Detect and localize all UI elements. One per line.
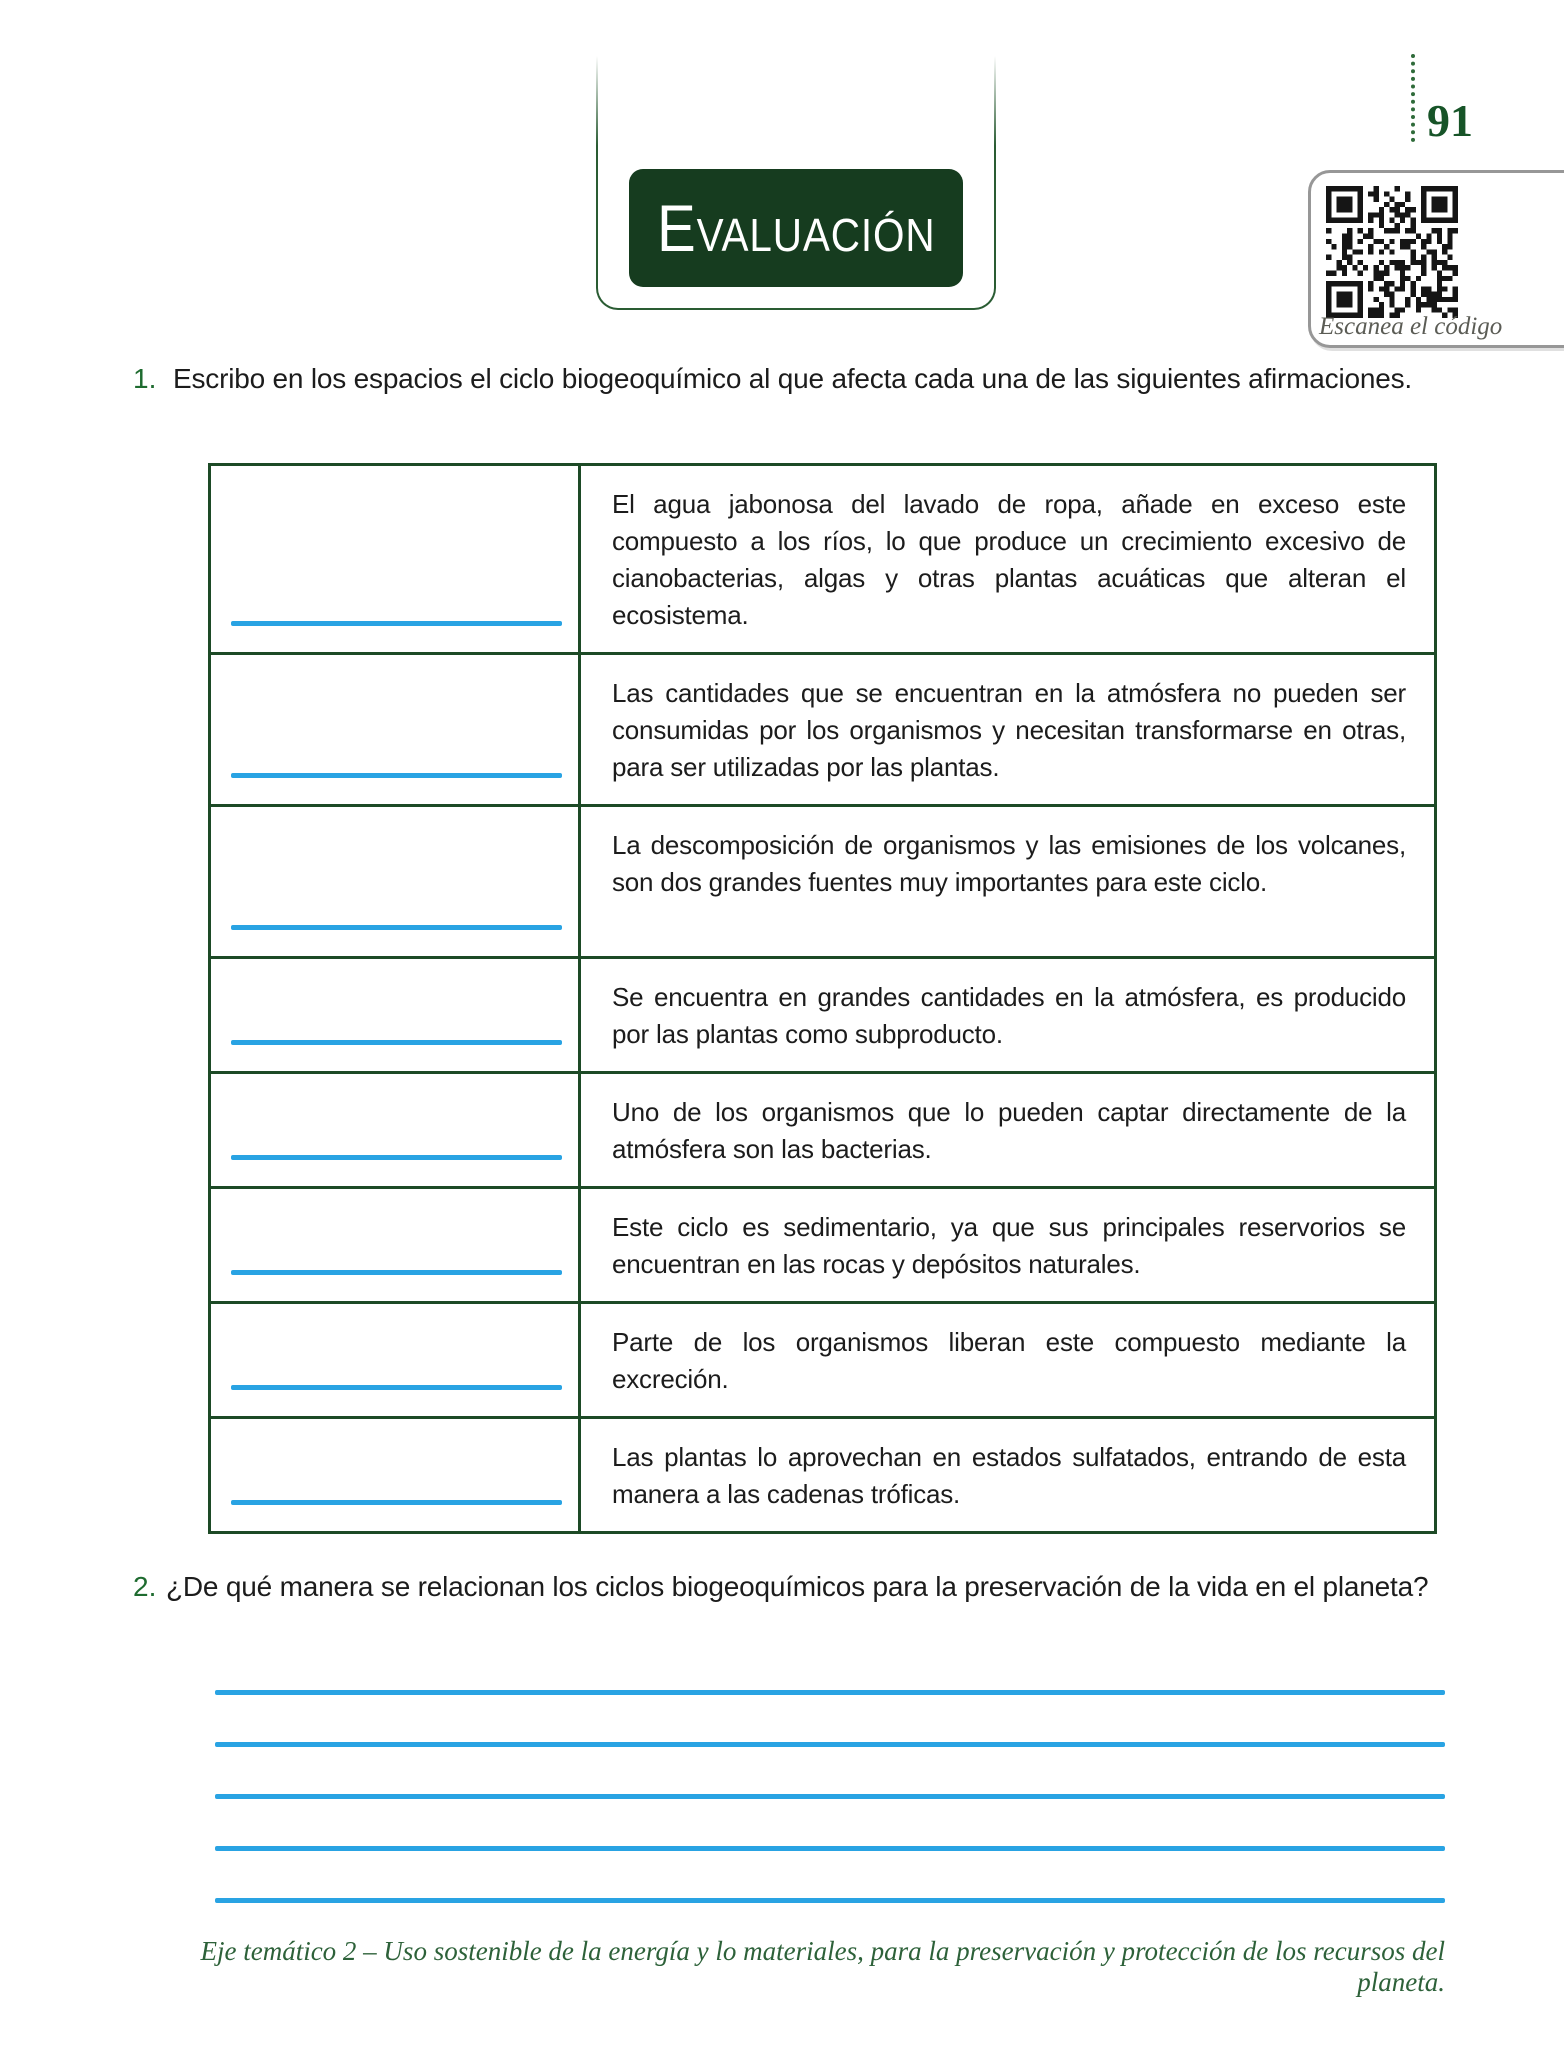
answer-line[interactable] xyxy=(231,1270,562,1275)
answer-line[interactable] xyxy=(231,1500,562,1505)
answer-line[interactable] xyxy=(231,1040,562,1045)
evaluation-badge-frame xyxy=(596,38,996,310)
table-row xyxy=(210,465,1436,654)
table-row xyxy=(210,1073,1436,1188)
answer-line[interactable] xyxy=(231,1155,562,1160)
statement-cell xyxy=(580,806,1436,958)
statement-text: Este ciclo es sedimentario, ya que sus principales reservorios se encuentran en las rocas y depósitos naturales. xyxy=(612,1212,1406,1279)
question-2-answer-lines xyxy=(215,1690,1445,1950)
evaluation-badge-title: E VALUACIÓN xyxy=(656,191,936,265)
answer-blank-cell xyxy=(210,1073,580,1188)
footer-text: Eje temático 2 – Uso sostenible de la energía y lo materiales, para la preservación y protección de los recursos del planeta. xyxy=(200,1936,1445,1997)
table-row xyxy=(210,1188,1436,1303)
answer-writing-line[interactable] xyxy=(215,1898,1445,1903)
question-2 xyxy=(133,1568,1440,1606)
page-number-rule xyxy=(1411,54,1415,142)
answer-blank-cell xyxy=(210,1188,580,1303)
answer-blank-cell xyxy=(210,654,580,806)
statement-cell xyxy=(580,958,1436,1073)
table-row xyxy=(210,654,1436,806)
statement-cell xyxy=(580,1073,1436,1188)
answer-blank-cell xyxy=(210,958,580,1073)
answer-writing-line[interactable] xyxy=(215,1846,1445,1851)
answer-blank-cell xyxy=(210,1418,580,1533)
question-1-text: Escribo en los espacios el ciclo biogeoquímico al que afecta cada una de las siguientes afirmaciones. xyxy=(173,363,1412,394)
statement-text: Las cantidades que se encuentran en la atmósfera no pueden ser consumidas por los organismos y necesitan transformarse en otras, para ser utilizadas por las plantas. xyxy=(612,678,1406,782)
qr-caption: Escanea el código xyxy=(1319,313,1503,340)
answer-blank-cell xyxy=(210,806,580,958)
statement-text: Se encuentra en grandes cantidades en la atmósfera, es producido por las plantas como subproducto. xyxy=(612,982,1406,1049)
statement-text: El agua jabonosa del lavado de ropa, añade en exceso este compuesto a los ríos, lo que produce un crecimiento excesivo de cianobacterias, algas y otras plantas acuáticas que alteran el ecosistema. xyxy=(612,489,1406,630)
statement-text: Parte de los organismos liberan este compuesto mediante la excreción. xyxy=(612,1327,1406,1394)
answer-line[interactable] xyxy=(231,925,562,930)
answers-table xyxy=(208,463,1437,1534)
statement-cell xyxy=(580,1418,1436,1533)
answer-writing-line[interactable] xyxy=(215,1794,1445,1799)
answer-blank-cell xyxy=(210,465,580,654)
question-2-number: 2. xyxy=(133,1571,157,1602)
statement-cell xyxy=(580,654,1436,806)
statement-cell xyxy=(580,1188,1436,1303)
statement-text: La descomposición de organismos y las emisiones de los volcanes, son dos grandes fuentes muy importantes para este ciclo. xyxy=(612,830,1406,897)
table-row xyxy=(210,1303,1436,1418)
answer-writing-line[interactable] xyxy=(215,1690,1445,1695)
answer-line[interactable] xyxy=(231,621,562,626)
question-1-number: 1. xyxy=(133,363,157,394)
qr-panel xyxy=(1308,170,1564,348)
qr-code-icon xyxy=(1326,186,1458,318)
answer-blank-cell xyxy=(210,1303,580,1418)
statement-cell xyxy=(580,465,1436,654)
statement-cell xyxy=(580,1303,1436,1418)
table-row xyxy=(210,806,1436,958)
page-number: 91 xyxy=(1427,95,1473,146)
answer-line[interactable] xyxy=(231,1385,562,1390)
evaluation-badge xyxy=(629,169,963,287)
answer-line[interactable] xyxy=(231,773,562,778)
statement-text: Uno de los organismos que lo pueden captar directamente de la atmósfera son las bacterias. xyxy=(612,1097,1406,1164)
table-row xyxy=(210,1418,1436,1533)
statement-text: Las plantas lo aprovechan en estados sulfatados, entrando de esta manera a las cadenas tróficas. xyxy=(612,1442,1406,1509)
question-1 xyxy=(133,360,1440,398)
table-row xyxy=(210,958,1436,1073)
question-2-text: ¿De qué manera se relacionan los ciclos biogeoquímicos para la preservación de la vida en el planeta? xyxy=(166,1571,1429,1602)
answer-writing-line[interactable] xyxy=(215,1742,1445,1747)
